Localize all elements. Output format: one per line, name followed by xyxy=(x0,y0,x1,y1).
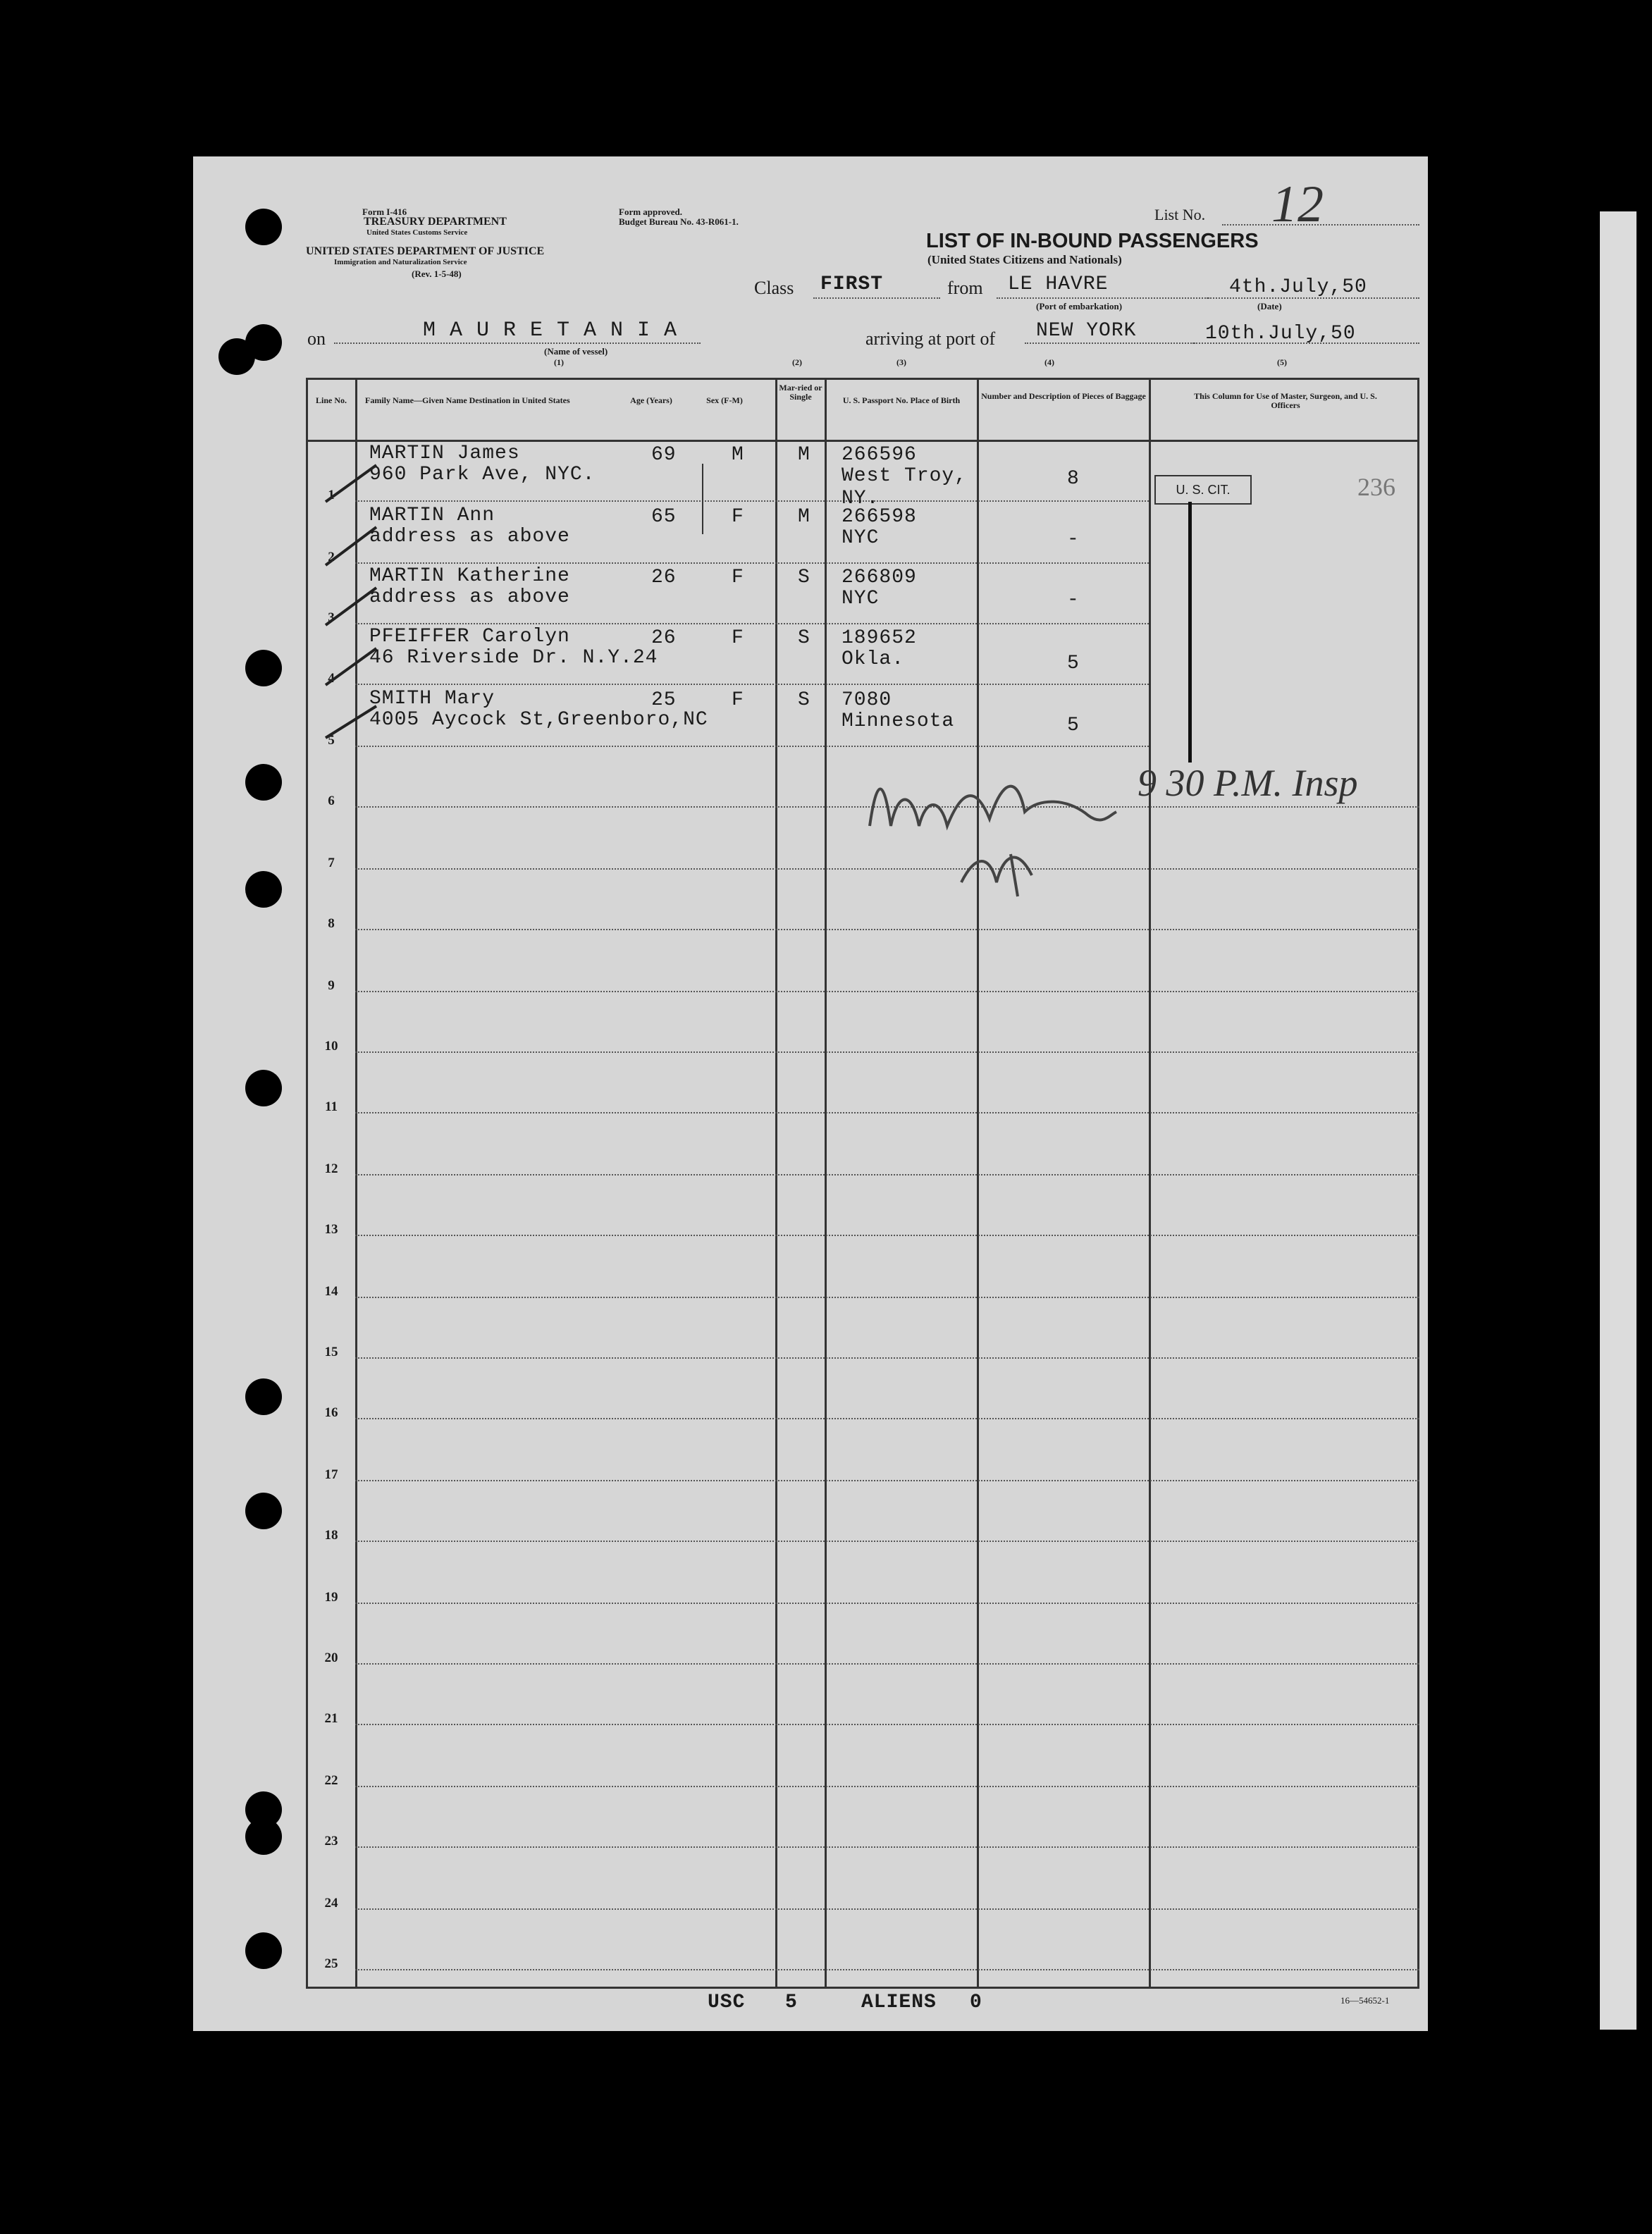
list-no-label: List No. xyxy=(1154,206,1206,223)
passenger-marital: S xyxy=(798,689,810,711)
birth-place: West Troy, NY. xyxy=(842,465,968,510)
passenger-age: 26 xyxy=(651,627,677,649)
col-header-name: Family Name—Given Name Destination in United States xyxy=(365,395,570,405)
passenger-destination: 46 Riverside Dr. N.Y.24 xyxy=(369,647,658,669)
col-header-passport: U. S. Passport No. Place of Birth xyxy=(842,395,961,405)
col-header-officers: This Column for Use of Master, Surgeon, and U. S. Officers xyxy=(1194,391,1377,410)
passenger-name: MARTIN James xyxy=(369,443,520,464)
birth-place: Minnesota xyxy=(842,710,955,732)
on-label: on xyxy=(307,328,326,349)
date-caption: (Date) xyxy=(1257,301,1282,311)
line-number: 23 xyxy=(324,1834,338,1849)
adjacent-page-edge xyxy=(1600,211,1636,2030)
line-number: 17 xyxy=(324,1467,338,1482)
line-number: 24 xyxy=(324,1896,338,1911)
line-number: 21 xyxy=(324,1711,338,1726)
line-number: 4 xyxy=(328,671,335,686)
passenger-table xyxy=(306,378,1419,1989)
passenger-sex: F xyxy=(732,627,744,649)
baggage-count: 5 xyxy=(1067,715,1080,736)
form-number: Form I-416 xyxy=(362,206,407,217)
passenger-destination: address as above xyxy=(369,526,570,548)
passenger-name: SMITH Mary xyxy=(369,688,495,710)
aliens-label: ALIENS xyxy=(861,1992,937,2013)
embarkation-port: LE HAVRE xyxy=(1008,273,1109,295)
class-value: FIRST xyxy=(820,273,884,295)
punch-hole xyxy=(245,1818,282,1855)
birth-place: Okla. xyxy=(842,648,905,670)
line-number: 19 xyxy=(324,1590,338,1605)
passenger-name: MARTIN Katherine xyxy=(369,565,570,587)
justice-dept: UNITED STATES DEPARTMENT OF JUSTICE xyxy=(306,245,545,257)
line-number: 25 xyxy=(324,1956,338,1971)
punch-hole xyxy=(245,871,282,908)
list-number: 12 xyxy=(1271,175,1324,233)
line-number: 2 xyxy=(328,550,335,564)
line-number: 5 xyxy=(328,733,335,748)
col-number: (5) xyxy=(1277,357,1287,367)
passport-number: 266809 xyxy=(842,567,917,588)
print-code: 16—54652-1 xyxy=(1340,1995,1390,2006)
inspector-note: 9 30 P.M. Insp xyxy=(1138,762,1358,804)
punch-hole xyxy=(245,324,282,361)
col-header-baggage: Number and Description of Pieces of Baggage xyxy=(981,391,1146,401)
punch-hole xyxy=(245,1493,282,1529)
line-number: 10 xyxy=(324,1039,338,1054)
class-label: Class xyxy=(754,278,794,298)
punch-hole xyxy=(245,209,282,245)
baggage-count: 8 xyxy=(1067,468,1080,490)
col-header-married: Mar-ried or Single xyxy=(779,383,822,402)
arrival-date: 10th.July,50 xyxy=(1205,323,1356,345)
col-header-line: Line No. xyxy=(315,395,347,405)
passport-number: 189652 xyxy=(842,627,917,649)
form-approved: Form approved. xyxy=(619,206,683,217)
passenger-sex: F xyxy=(732,689,744,711)
arriving-label: arriving at port of xyxy=(865,328,996,349)
col-header-sex: Sex (F-M) xyxy=(706,395,743,405)
punch-hole xyxy=(245,650,282,686)
passenger-age: 69 xyxy=(651,444,677,466)
passenger-destination: 4005 Aycock St,Greenboro,NC xyxy=(369,709,708,731)
passenger-marital: M xyxy=(798,506,810,528)
us-citizen-stamp: U. S. CIT. xyxy=(1154,475,1252,505)
departure-date: 4th.July,50 xyxy=(1229,276,1367,298)
line-number: 16 xyxy=(324,1405,338,1420)
baggage-count: 5 xyxy=(1067,653,1080,674)
col-number: (1) xyxy=(554,357,564,367)
from-label: from xyxy=(947,278,983,298)
line-number: 8 xyxy=(328,916,335,931)
form-subtitle: (United States Citizens and Nationals) xyxy=(927,253,1122,266)
passport-number: 266598 xyxy=(842,506,917,528)
passenger-sex: M xyxy=(732,444,744,466)
passenger-age: 25 xyxy=(651,689,677,711)
passenger-marital: S xyxy=(798,567,810,588)
passenger-sex: F xyxy=(732,506,744,528)
punch-hole xyxy=(245,1378,282,1415)
line-number: 3 xyxy=(328,610,335,625)
line-number: 7 xyxy=(328,856,335,870)
col-number: (3) xyxy=(896,357,906,367)
passenger-age: 65 xyxy=(651,506,677,528)
passport-number: 266596 xyxy=(842,444,917,466)
passenger-name: MARTIN Ann xyxy=(369,505,495,526)
passenger-marital: S xyxy=(798,627,810,649)
budget-bureau: Budget Bureau No. 43-R061-1. xyxy=(619,216,739,227)
birth-place: NYC xyxy=(842,588,880,610)
passenger-name: PFEIFFER Carolyn xyxy=(369,626,570,648)
check-marks xyxy=(320,459,383,741)
customs-service: United States Customs Service xyxy=(366,228,468,237)
line-number: 13 xyxy=(324,1222,338,1237)
passenger-sex: F xyxy=(732,567,744,588)
line-number: 9 xyxy=(328,978,335,993)
passenger-age: 26 xyxy=(651,567,677,588)
line-number: 15 xyxy=(324,1345,338,1359)
stamp-number: 236 xyxy=(1357,473,1395,501)
col-header-age: Age (Years) xyxy=(630,395,672,405)
passenger-marital: M xyxy=(798,444,810,466)
revision: (Rev. 1-5-48) xyxy=(412,269,462,279)
usc-count: 5 xyxy=(785,1992,798,2013)
vessel-name: M A U R E T A N I A xyxy=(423,319,678,342)
birth-place: NYC xyxy=(842,527,880,549)
baggage-count: - xyxy=(1067,529,1080,550)
passenger-destination: address as above xyxy=(369,586,570,608)
punch-hole xyxy=(245,1070,282,1106)
line-number: 20 xyxy=(324,1650,338,1665)
vessel-caption: (Name of vessel) xyxy=(544,346,608,357)
arrival-port: NEW YORK xyxy=(1036,320,1137,342)
port-caption: (Port of embarkation) xyxy=(1036,301,1123,311)
usc-label: USC xyxy=(708,1992,746,2013)
line-number: 22 xyxy=(324,1773,338,1788)
treasury-dept: TREASURY DEPARTMENT xyxy=(364,216,507,228)
line-number: 18 xyxy=(324,1528,338,1543)
line-number: 14 xyxy=(324,1284,338,1299)
form-title: LIST OF IN-BOUND PASSENGERS xyxy=(926,230,1259,252)
line-number: 6 xyxy=(328,794,335,808)
col-number: (2) xyxy=(792,357,802,367)
baggage-count: - xyxy=(1067,589,1080,611)
manifest-page xyxy=(193,156,1428,2031)
passport-number: 7080 xyxy=(842,689,892,711)
col-number: (4) xyxy=(1044,357,1054,367)
passenger-destination: 960 Park Ave, NYC. xyxy=(369,464,596,486)
line-number: 12 xyxy=(324,1161,338,1176)
ins-label: Immigration and Naturalization Service xyxy=(334,258,467,266)
punch-hole xyxy=(245,1932,282,1969)
line-number: 1 xyxy=(328,488,335,502)
punch-hole xyxy=(245,764,282,801)
aliens-count: 0 xyxy=(970,1992,982,2013)
line-number: 11 xyxy=(325,1099,338,1114)
